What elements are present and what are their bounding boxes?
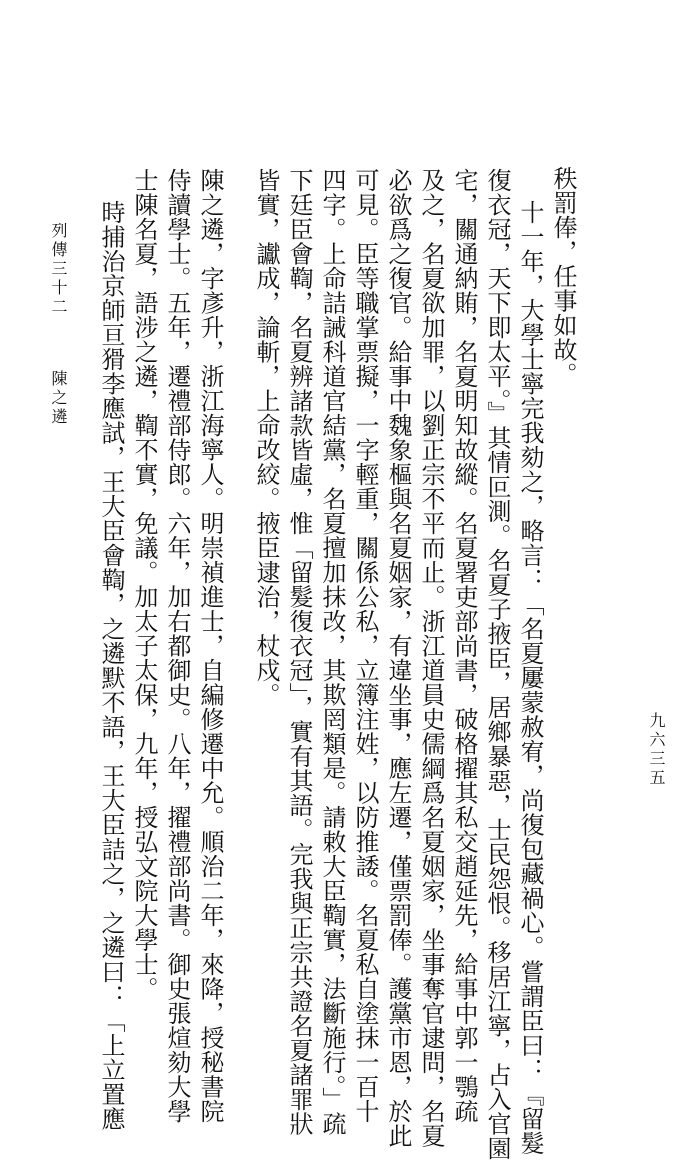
text-column-5: 及之，名夏欲加罪，以劉正宗不平而止。浙江道員史儒綱爲名夏姻家，坐事奪官逮問，名夏: [417, 168, 445, 1148]
text-column-11: 陳之遴，字彥升，浙江海寧人。明崇禎進士，自編修遷中允。順治二年，來降，授秘書院: [196, 168, 224, 1124]
text-column-13: 士陳名夏，語涉之遴，鞫不實，免議。加太子太保，九年，授弘文院大學士。: [130, 168, 158, 1001]
text-column-2: 十一年，大學士寧完我劾之，略言：「名夏屢蒙赦宥，尚復包藏禍心。嘗謂臣曰：『留髮: [516, 200, 544, 1156]
text-column-3: 復衣冠，天下即太平。』其情叵測。名夏子掖臣，居鄉暴惡，士民怨恨。移居江寧，占入官園: [483, 168, 511, 1161]
text-column-6: 必欲爲之復官。給事中魏象樞與名夏姻家，有違坐事，應左遷，僅票罰俸。護黨市恩，於此: [384, 168, 412, 1148]
section-name: 陳之遴: [49, 370, 68, 427]
text-column-7: 可見。臣等職掌票擬，一字輕重，關係公私，立簿注姓，以防推諉。名夏私自塗抹一百十: [351, 168, 379, 1124]
text-column-4: 宅，關通納賄，名夏明知故縱。名夏署吏部尚書，破格擢其私交趙延先，給事中郭一鶚疏: [450, 168, 478, 1124]
text-column-10: 皆實，讞成，論斬，上命改絞。掖臣逮治，杖戍。: [252, 168, 280, 707]
page-number: 九六三五: [647, 712, 666, 788]
text-column-14: 時捕治京師亘猾李應試，王大臣會鞫，之遴默不語，王大臣詰之，之遴曰：「上立置應: [97, 200, 125, 1131]
text-column-1: 秩罰俸，任事如故。: [549, 166, 577, 387]
running-title: 列傳三十二: [49, 222, 68, 317]
text-column-12: 侍讀學士。五年，遷禮部侍郎。六年，加右都御史。八年，擢禮部尚書。御史張煊劾大學: [163, 168, 191, 1124]
text-column-8: 四字。上命詰誡科道官結黨，名夏擅加抹改，其欺罔類是。請敕大臣鞫實，法斷施行。」疏: [318, 168, 346, 1136]
text-column-9: 下廷臣會鞫，名夏辨諸款皆虛，惟「留髮復衣冠」，實有其語。完我與正宗共證名夏諸罪狀: [285, 168, 313, 1136]
